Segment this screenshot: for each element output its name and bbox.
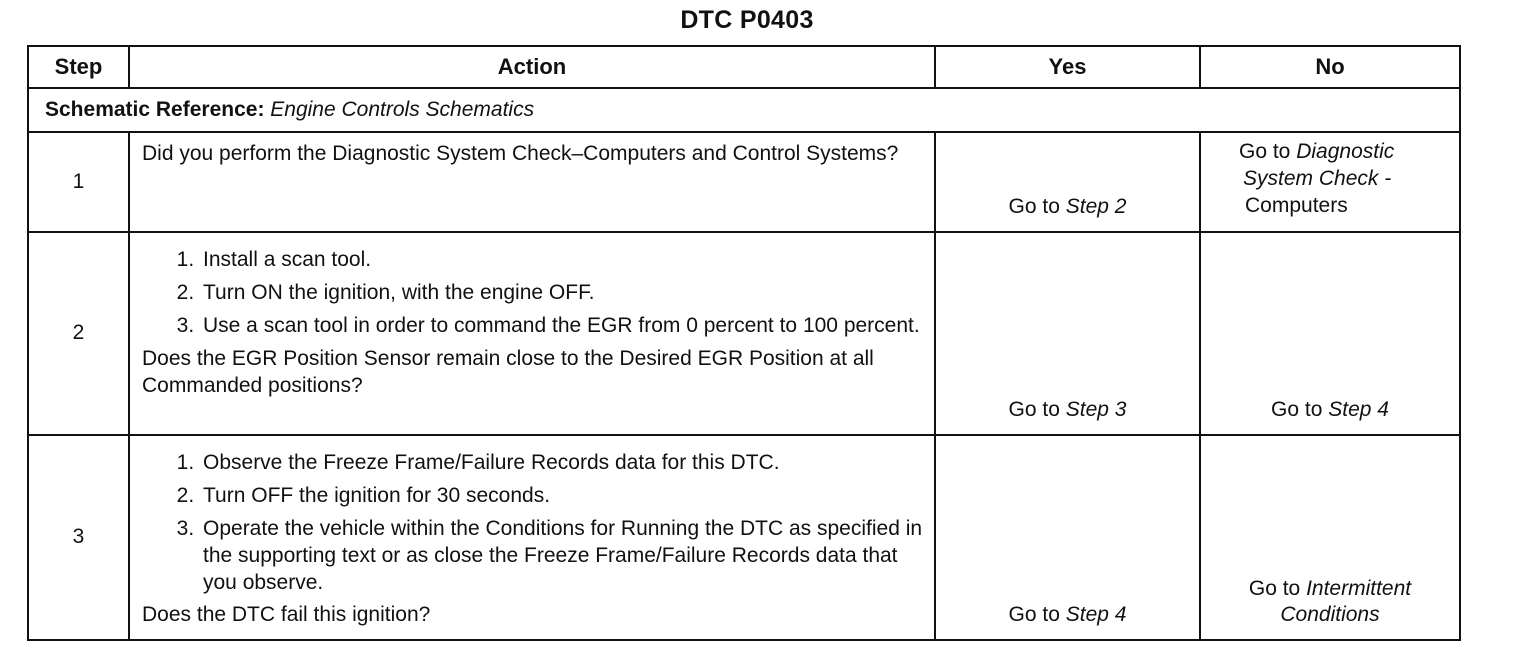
no-prefix: Go to [1239, 140, 1291, 163]
action-step-item: 2. Turn OFF the ignition for 30 seconds. [200, 483, 924, 510]
no-link-line2[interactable]: Conditions [1280, 603, 1380, 627]
step-number: 2 [28, 232, 129, 435]
diagnostic-table [27, 45, 1461, 641]
schematic-link[interactable]: Engine Controls Schematics [270, 97, 535, 121]
action-cell [129, 132, 935, 232]
yes-cell [935, 435, 1200, 640]
no-cell [1200, 132, 1460, 232]
schematic-label: Schematic Reference: [45, 97, 265, 121]
action-step-item: 1. Install a scan tool. [200, 247, 924, 274]
yes-prefix: Go to [1008, 398, 1060, 422]
schematic-row [28, 88, 1460, 132]
no-prefix: Go to [1271, 398, 1323, 422]
header-action: Action [129, 46, 935, 88]
action-question: Did you perform the Diagnostic System Check–Computers and Control Systems? [142, 142, 899, 165]
no-link-line1[interactable]: Intermittent [1306, 576, 1412, 600]
action-question: Does the EGR Position Sensor remain close to the Desired EGR Position at all Commanded positions? [142, 346, 874, 397]
yes-prefix: Go to [1008, 195, 1060, 219]
action-cell [129, 232, 935, 435]
header-yes: Yes [935, 46, 1200, 88]
yes-cell [935, 232, 1200, 435]
yes-prefix: Go to [1008, 603, 1060, 627]
yes-cell [935, 132, 1200, 232]
action-steps-list [142, 247, 924, 340]
action-steps-list [142, 450, 924, 596]
action-question: Does the DTC fail this ignition? [142, 603, 431, 627]
step-number: 1 [28, 132, 129, 232]
yes-step-link[interactable]: Step 3 [1065, 398, 1127, 422]
no-cell [1200, 232, 1460, 435]
no-cell [1200, 435, 1460, 640]
action-step-item: 2. Turn ON the ignition, with the engine OFF. [200, 280, 924, 307]
yes-step-link[interactable]: Step 2 [1065, 195, 1127, 219]
no-link-line3[interactable]: Computers [1245, 193, 1348, 217]
table-row [28, 132, 1460, 232]
step-number: 3 [28, 435, 129, 640]
no-link-line2[interactable]: System Check - [1243, 166, 1392, 190]
action-step-item: 1. Observe the Freeze Frame/Failure Records data for this DTC. [200, 450, 924, 477]
action-cell [129, 435, 935, 640]
table-row [28, 232, 1460, 435]
header-row [28, 46, 1460, 88]
schematic-reference [28, 88, 1460, 132]
yes-step-link[interactable]: Step 4 [1065, 603, 1127, 627]
no-step-link[interactable]: Step 4 [1328, 398, 1389, 422]
header-step: Step [28, 46, 129, 88]
action-step-item: 3. Use a scan tool in order to command the EGR from 0 percent to 100 percent. [200, 313, 924, 340]
no-prefix: Go to [1248, 576, 1301, 600]
header-no: No [1200, 46, 1460, 88]
page-title: DTC P0403 [680, 6, 814, 34]
no-link-line1[interactable]: Diagnostic [1296, 140, 1395, 163]
table-row [28, 435, 1460, 640]
action-step-item: 3. Operate the vehicle within the Conditions for Running the DTC as specified in the supporting text or as close the Freeze Frame/Failure Records data that you observe. [200, 516, 924, 597]
